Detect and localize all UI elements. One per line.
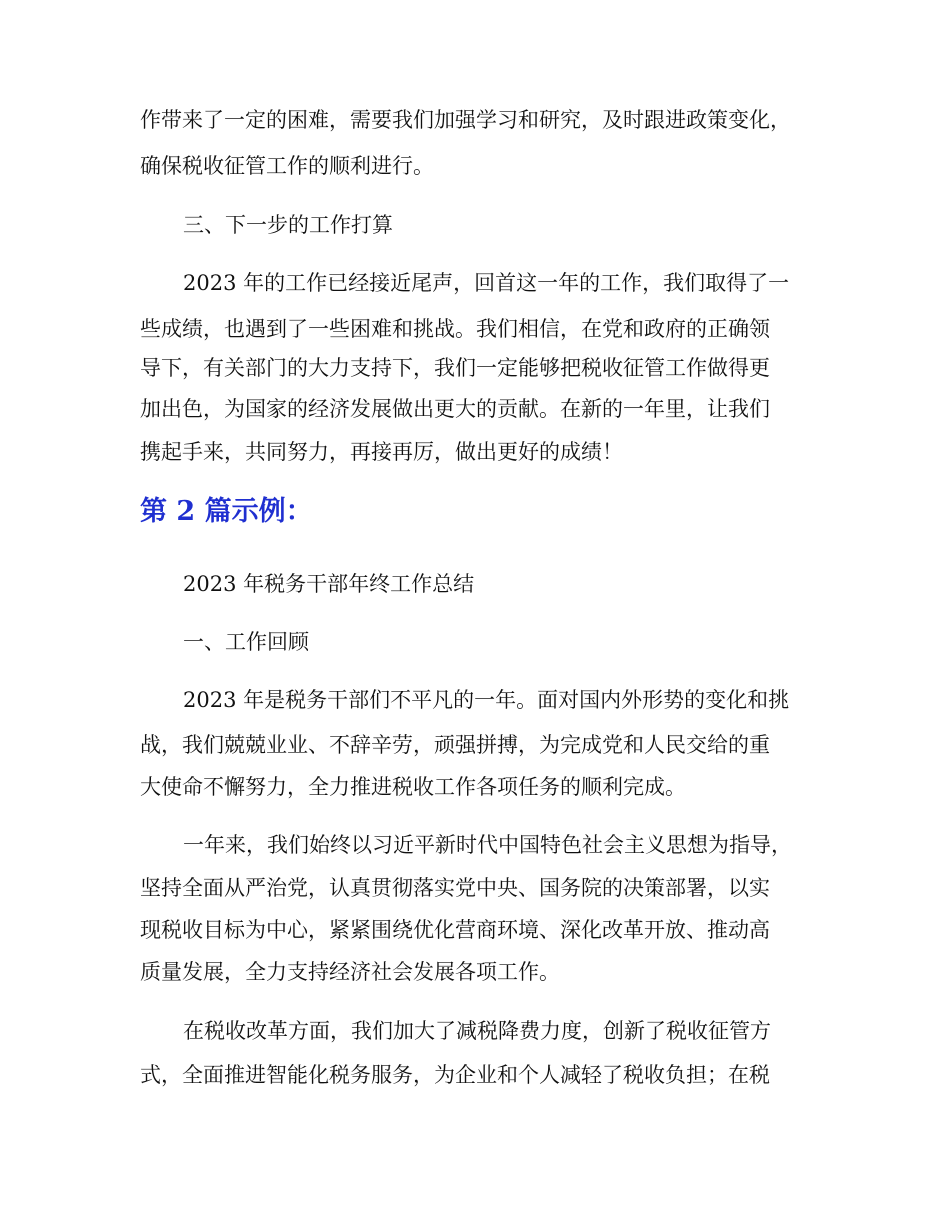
paragraph-line: 大使命不懈努力，全力推进税收工作各项任务的顺利完成。 [140, 775, 686, 799]
document-title: 2023 年税务干部年终工作总结 [183, 572, 475, 596]
paragraph-line: 确保税收征管工作的顺利进行。 [140, 154, 434, 178]
paragraph-line: 携起手来，共同努力，再接再厉，做出更好的成绩！ [140, 440, 623, 464]
paragraph-line: 些成绩，也遇到了一些困难和挑战。我们相信，在党和政府的正确领 [140, 317, 770, 341]
paragraph-line: 质量发展，全力支持经济社会发展各项工作。 [140, 960, 560, 984]
paragraph-line: 战，我们兢兢业业、不辞辛劳，顽强拼搏，为完成党和人民交给的重 [140, 733, 770, 757]
section-heading: 第 2 篇示例： [140, 496, 313, 527]
paragraph-line: 在税收改革方面，我们加大了减税降费力度，创新了税收征管方 [183, 1019, 771, 1043]
paragraph-line: 作带来了一定的困难，需要我们加强学习和研究，及时跟进政策变化， [140, 108, 791, 132]
paragraph-line: 2023 年是税务干部们不平凡的一年。面对国内外形势的变化和挑 [183, 688, 790, 712]
paragraph-line: 现税收目标为中心，紧紧围绕优化营商环境、深化改革开放、推动高 [140, 918, 770, 942]
paragraph-line: 式，全面推进智能化税务服务，为企业和个人减轻了税收负担；在税 [140, 1063, 770, 1087]
paragraph-line: 2023 年的工作已经接近尾声，回首这一年的工作，我们取得了一 [183, 271, 790, 295]
paragraph-line: 坚持全面从严治党，认真贯彻落实党中央、国务院的决策部署，以实 [140, 876, 770, 900]
paragraph-line: 加出色，为国家的经济发展做出更大的贡献。在新的一年里，让我们 [140, 397, 770, 421]
subsection-title: 一、工作回顾 [183, 630, 309, 654]
paragraph-line: 导下，有关部门的大力支持下，我们一定能够把税收征管工作做得更 [140, 356, 770, 380]
subsection-title: 三、下一步的工作打算 [183, 213, 393, 237]
paragraph-line: 一年来，我们始终以习近平新时代中国特色社会主义思想为指导， [183, 833, 792, 857]
